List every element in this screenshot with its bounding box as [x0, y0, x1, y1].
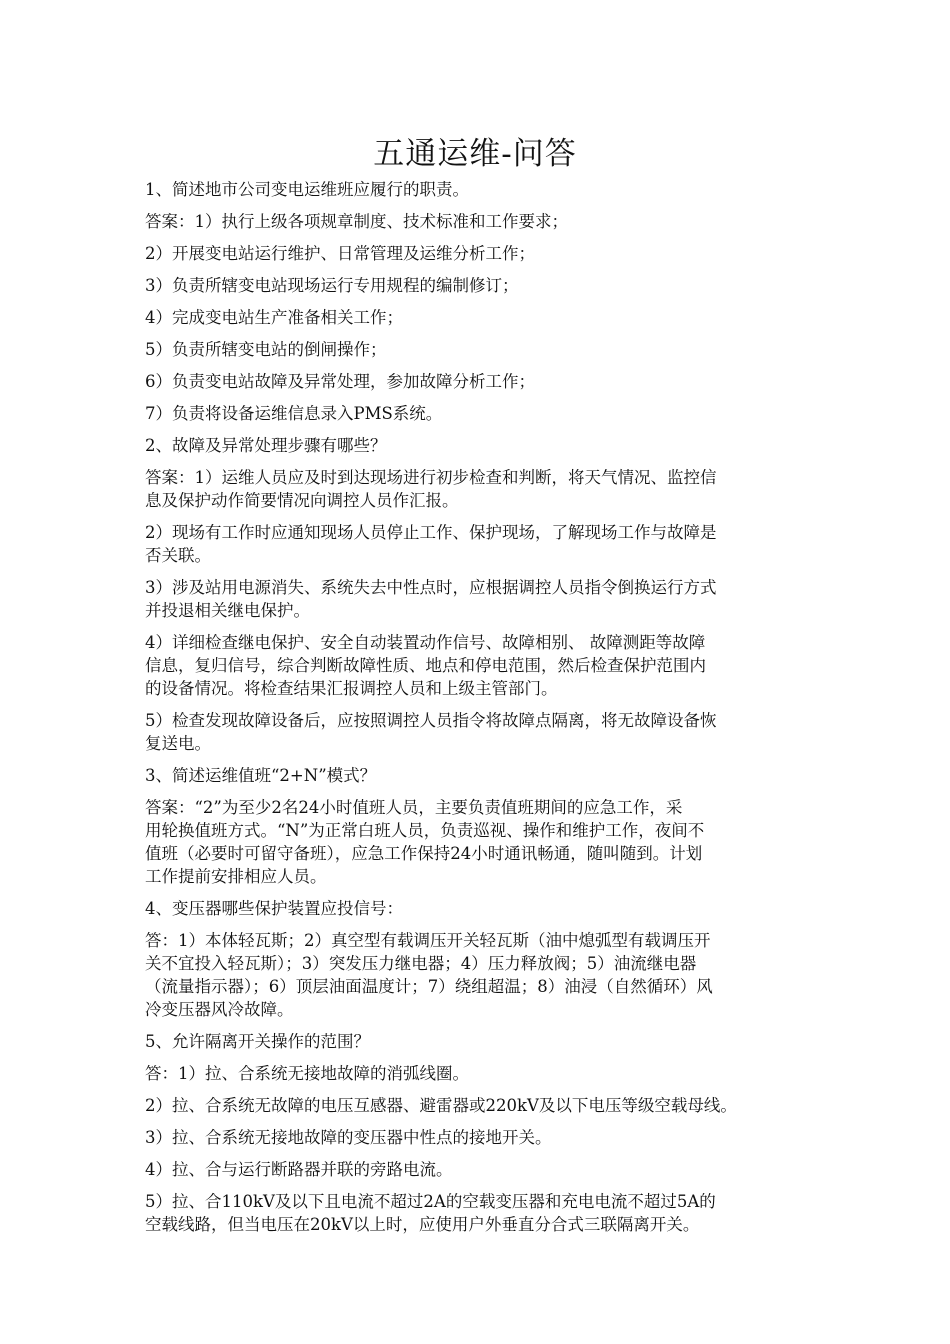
paragraph: 答案：1）执行上级各项规章制度、技术标准和工作要求； — [145, 212, 568, 231]
paragraph: 3）拉、合系统无接地故障的变压器中性点的接地开关。 — [145, 1128, 552, 1147]
paragraph: 5）拉、合110kV及以下且电流不超过2A的空载变压器和充电电流不超过5A的 空载线路，但当电压在20kV以上时，应使用户外垂直分合式三联隔离开关。 — [145, 1192, 716, 1234]
paragraph: 5）检查发现故障设备后，应按照调控人员指令将故障点隔离，将无故障设备恢 复送电。 — [145, 711, 717, 753]
paragraph: 7）负责将设备运维信息录入PMS系统。 — [145, 404, 443, 423]
paragraph: 3）负责所辖变电站现场运行专用规程的编制修订； — [145, 276, 519, 295]
question-heading: 5、允许隔离开关操作的范围？ — [145, 1032, 370, 1051]
document-title: 五通运维-问答 — [373, 136, 577, 172]
paragraph: 2）现场有工作时应通知现场人员停止工作、保护现场，了解现场工作与故障是 否关联。 — [145, 523, 717, 565]
question-heading: 4、变压器哪些保护装置应投信号： — [145, 899, 403, 918]
paragraph: 1、简述地市公司变电运维班应履行的职责。 — [145, 180, 469, 199]
paragraph: 2）开展变电站运行维护、日常管理及运维分析工作； — [145, 244, 535, 263]
paragraph: 答：1）拉、合系统无接地故障的消弧线圈。 — [145, 1064, 469, 1083]
paragraph: 4）详细检查继电保护、安全自动装置动作信号、故障相别、 故障测距等故障 信息，复归信号，综合判断故障性质、地点和停电范围，然后检查保护范围内 的设备情况。将检查结果汇报调控人员和上级主管部门。 — [145, 633, 706, 698]
paragraph: 2）拉、合系统无故障的电压互感器、避雷器或220kV及以下电压等级空载母线。 — [145, 1096, 737, 1115]
paragraph: 3）涉及站用电源消失、系统失去中性点时，应根据调控人员指令倒换运行方式 并投退相关继电保护。 — [145, 578, 717, 620]
paragraph: 6）负责变电站故障及异常处理，参加故障分析工作； — [145, 372, 535, 391]
paragraph: 4）完成变电站生产准备相关工作； — [145, 308, 403, 327]
paragraph: 4）拉、合与运行断路器并联的旁路电流。 — [145, 1160, 453, 1179]
paragraph: 答案：1）运维人员应及时到达现场进行初步检查和判断，将天气情况、监控信 息及保护动作简要情况向调控人员作汇报。 — [145, 468, 717, 510]
question-heading: 2、故障及异常处理步骤有哪些？ — [145, 436, 387, 455]
paragraph: 答：1）本体轻瓦斯；2）真空型有载调压开关轻瓦斯（油中熄弧型有载调压开 关不宜投入轻瓦斯）；3）突发压力继电器；4）压力释放阀；5）油流继电器 （流量指示器）；6）顶层油面温度计；7）绕组超温；8）油浸（自然循环）风 冷变压器风冷故障。 — [145, 931, 713, 1019]
paragraph: 答案：“2”为至少2名24小时值班人员，主要负责值班期间的应急工作，采 用轮换值班方式。“N”为正常白班人员，负责巡视、操作和维护工作，夜间不 值班（必要时可留守备班），应急工作保持24小时通讯畅通，随叫随到。计划 工作提前安排相应人员。 — [145, 798, 705, 886]
question-heading: 3、简述运维值班“2+N”模式？ — [145, 766, 377, 785]
document-body — [145, 178, 813, 1245]
paragraph: 5）负责所辖变电站的倒闸操作； — [145, 340, 387, 359]
